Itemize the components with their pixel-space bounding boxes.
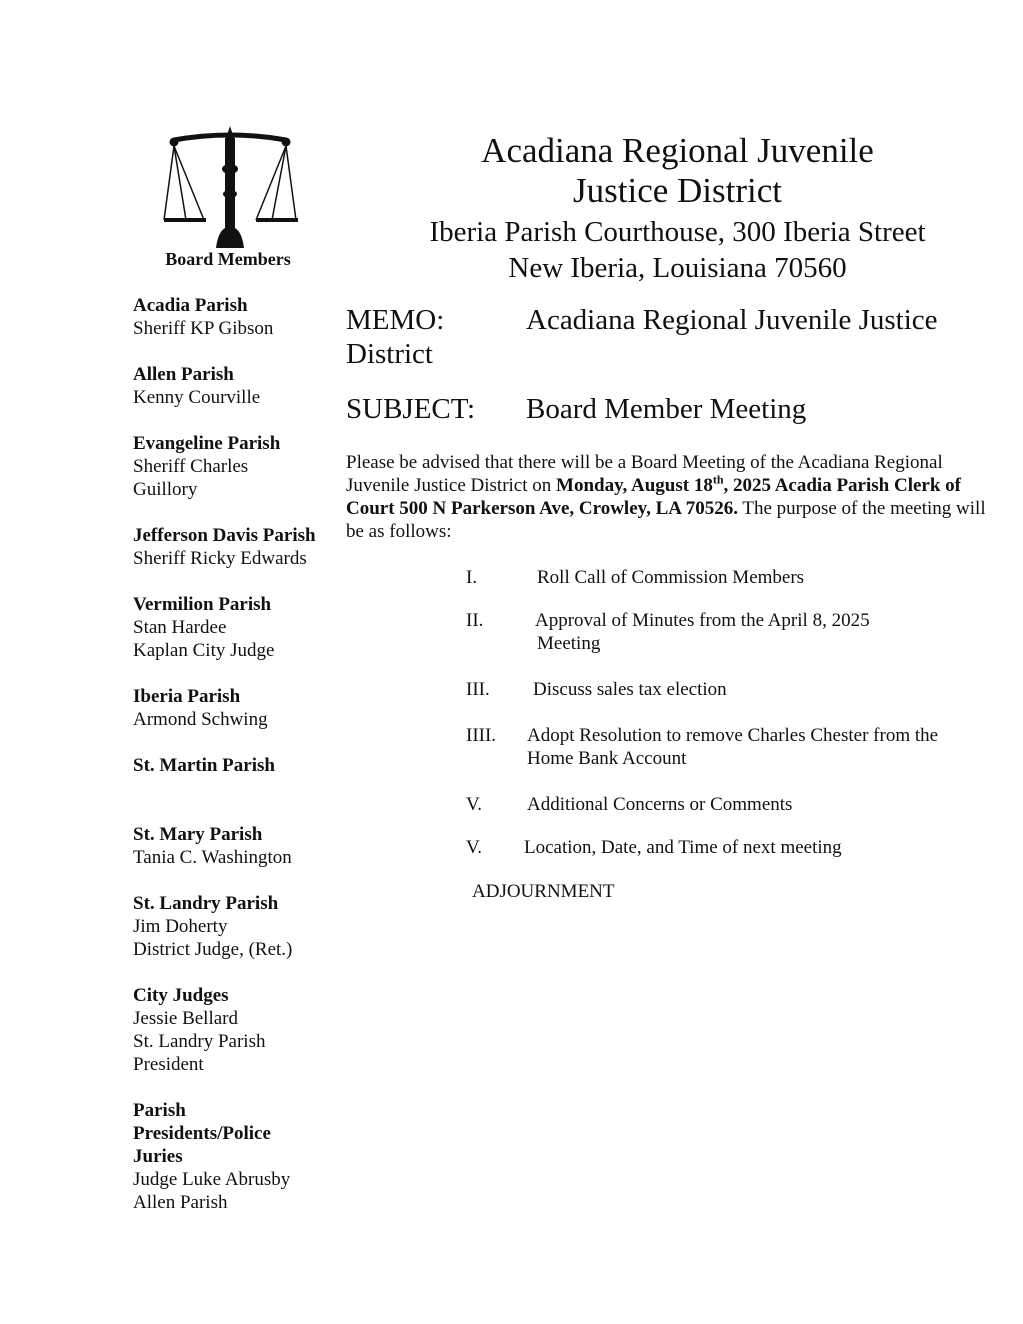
member-line: Kaplan City Judge <box>133 640 275 661</box>
memo-value-continued: District <box>346 338 433 370</box>
parish-name: Allen Parish <box>133 364 234 385</box>
member-line: Judge Luke Abrusby <box>133 1169 291 1190</box>
agenda-text-continued: Meeting <box>537 633 601 654</box>
member-line: District Judge, (Ret.) <box>133 939 293 960</box>
member-group <box>133 1099 338 1214</box>
parish-name: Juries <box>133 1146 183 1167</box>
member-group <box>133 823 338 869</box>
agenda-item <box>466 566 1006 589</box>
member-line: Sheriff Ricky Edwards <box>133 548 307 569</box>
member-group <box>133 524 338 570</box>
agenda-text: Roll Call of Commission Members <box>537 567 805 588</box>
member-group <box>133 984 338 1076</box>
parish-name: Vermilion Parish <box>133 594 272 615</box>
parish-name: St. Martin Parish <box>133 755 275 776</box>
member-line: Allen Parish <box>133 1192 228 1213</box>
member-group <box>133 363 338 409</box>
member-line: Guillory <box>133 479 198 500</box>
agenda-number: IIII. <box>466 725 497 746</box>
member-group <box>133 593 338 662</box>
member-group <box>133 294 338 340</box>
memo-label: MEMO: <box>346 304 445 336</box>
parish-name: Jefferson Davis Parish <box>133 525 316 546</box>
agenda-text: Adopt Resolution to remove Charles Chester from the <box>527 725 939 746</box>
member-group <box>133 892 338 961</box>
member-line: Sheriff Charles <box>133 456 249 477</box>
member-group <box>133 685 338 731</box>
member-line: Kenny Courville <box>133 387 261 408</box>
member-line: Jessie Bellard <box>133 1008 239 1029</box>
member-line: President <box>133 1054 204 1075</box>
subject-label: SUBJECT: <box>346 393 476 425</box>
agenda-item <box>466 836 1006 859</box>
parish-name: Iberia Parish <box>133 686 241 707</box>
member-group <box>133 754 338 800</box>
agenda-text: Discuss sales tax election <box>533 679 727 700</box>
meeting-notice-paragraph: Please be advised that there will be a Board Meeting of the Acadiana Regional Juvenile Justice District on Monday, August 18th, 2025 Acadia Parish Clerk of Court 500 N Parkerson Ave, Crowley, LA 70526. The purpose of the meeting will be as follows: <box>346 452 986 542</box>
parish-name: Evangeline Parish <box>133 433 281 454</box>
parish-name: St. Landry Parish <box>133 893 279 914</box>
adjournment: ADJOURNMENT <box>472 881 615 902</box>
board-members-list <box>133 294 338 1237</box>
agenda-item <box>466 678 1006 701</box>
member-line: Stan Hardee <box>133 617 227 638</box>
agenda-text: Approval of Minutes from the April 8, 2025 <box>535 610 870 631</box>
member-line: Sheriff KP Gibson <box>133 318 274 339</box>
agenda-item <box>466 724 1006 770</box>
agenda-text: Location, Date, and Time of next meeting <box>524 837 842 858</box>
parish-name: Acadia Parish <box>133 295 248 316</box>
memo-value: Acadiana Regional Juvenile Justice <box>526 304 938 336</box>
member-line: Jim Doherty <box>133 916 228 937</box>
agenda-number: V. <box>466 837 483 858</box>
member-line: Armond Schwing <box>133 709 268 730</box>
parish-name: St. Mary Parish <box>133 824 263 845</box>
letterhead-title: Acadiana Regional Juvenile Justice District <box>481 131 874 210</box>
member-group <box>133 432 338 501</box>
member-line: Tania C. Washington <box>133 847 292 868</box>
parish-name: Parish <box>133 1100 186 1121</box>
subject-value: Board Member Meeting <box>526 393 807 425</box>
agenda-number: I. <box>466 567 478 588</box>
member-line <box>133 777 338 800</box>
agenda-number: II. <box>466 610 484 631</box>
agenda-item <box>466 609 1006 655</box>
agenda-text-continued: Home Bank Account <box>527 748 687 769</box>
parish-name: City Judges <box>133 985 229 1006</box>
member-line: St. Landry Parish <box>133 1031 266 1052</box>
parish-name: Presidents/Police <box>133 1123 271 1144</box>
agenda-text: Additional Concerns or Comments <box>527 794 793 815</box>
agenda-number: V. <box>466 794 483 815</box>
scales-of-justice-logo <box>160 124 300 248</box>
board-members-heading: Board Members <box>165 249 291 269</box>
memo-line <box>346 303 996 371</box>
letterhead-address: Iberia Parish Courthouse, 300 Iberia Street New Iberia, Louisiana 70560 <box>429 216 926 284</box>
subject-line <box>346 392 996 426</box>
agenda-number: III. <box>466 679 490 700</box>
agenda-item <box>466 793 1006 816</box>
